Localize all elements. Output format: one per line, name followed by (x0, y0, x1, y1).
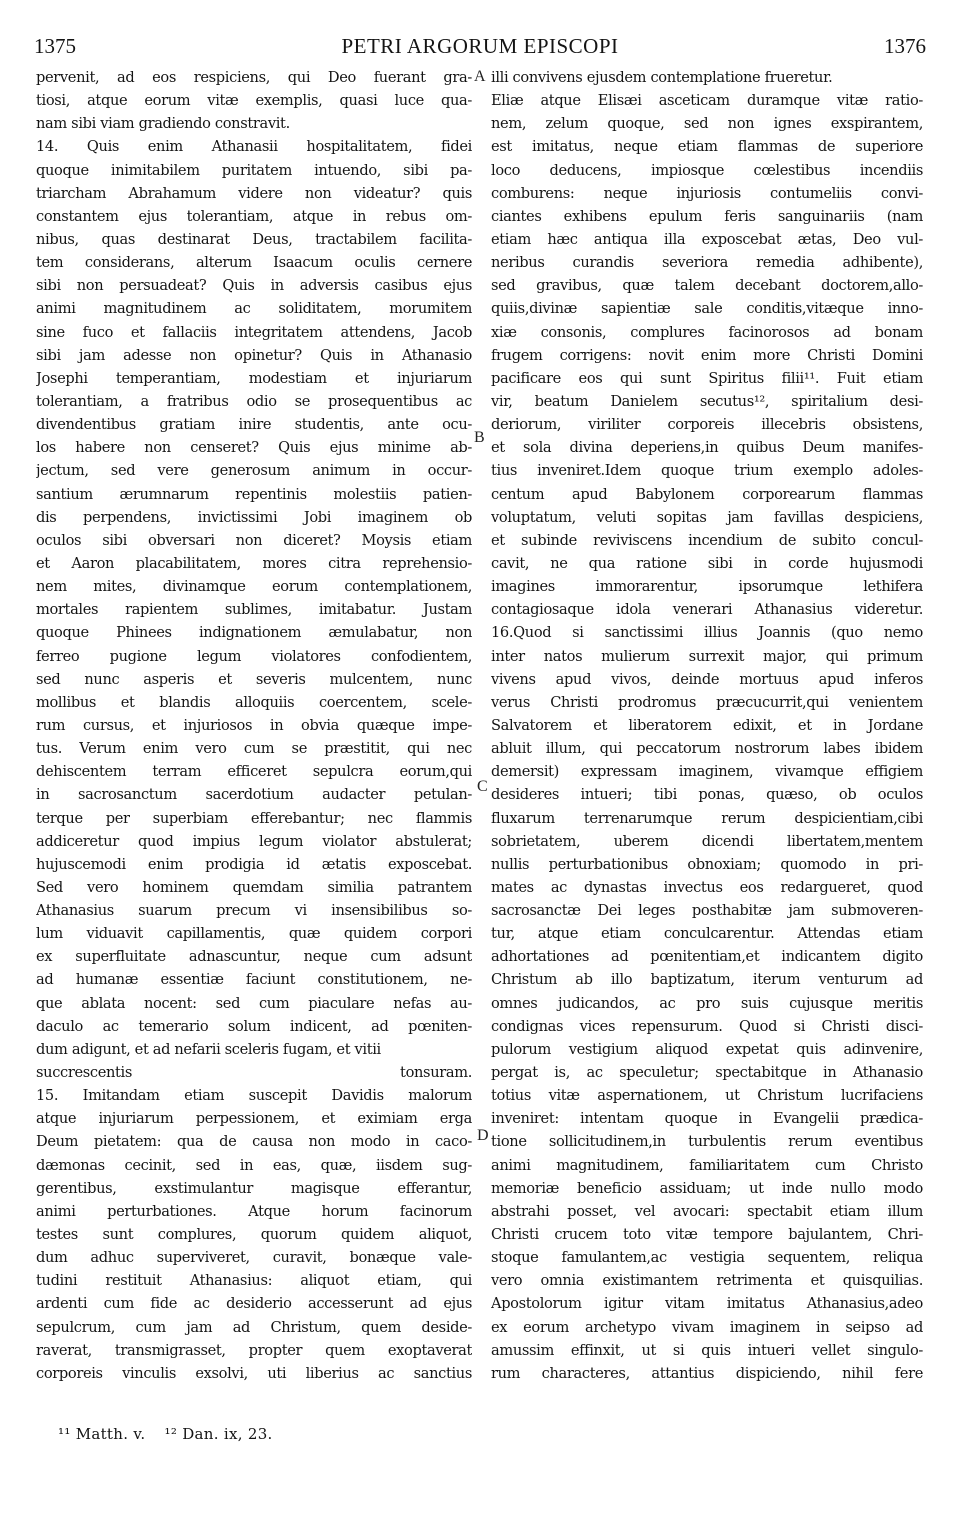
text-line: corporeis vinculis exsolvi, uti liberius ac sanctius (36, 1364, 472, 1382)
margin-marker-a: A (474, 68, 486, 85)
text-line: los habere non censeret? Quis ejus minime ab- (36, 439, 472, 457)
text-line: Sed vero hominem quemdam similia patrantem (36, 878, 472, 896)
left-column (36, 66, 472, 1385)
text-line: animi magnitudinem, familiaritatem cum Christo (491, 1156, 923, 1174)
text-line: et Aaron placabilitatem, mores citra reprehensio- (36, 554, 472, 572)
text-line: daculo ac temerario solum indicent, ad pœniten- (36, 1017, 472, 1035)
text-line: sine fuco et fallaciis integritatem attendens, Jacob (36, 323, 472, 341)
text-line: testes sunt complures, quorum quidem aliquot, (36, 1226, 472, 1244)
text-line: raverat, transmigrasset, propter quem exoptaverat (36, 1341, 472, 1359)
text-line: desideres intueri; tibi ponas, quæso, ob oculos (491, 786, 923, 804)
page-number-left: 1375 (34, 34, 76, 58)
text-line: Salvatorem et liberatorem edixit, et in Jordane (491, 716, 923, 734)
text-line: et sola divina deperiens,in quibus Deum manifes- (491, 439, 923, 457)
text-line: comburens: neque injuriosis contumeliis convi- (491, 184, 923, 202)
text-line: Apostolorum igitur vitam imitatus Athanasius,adeo (491, 1295, 923, 1313)
text-line: dehiscentem terram efficeret sepulcra eorum,qui (36, 763, 472, 781)
margin-marker-c: C (477, 778, 488, 795)
text-line: pulorum vestigium aliquod expetat quis adinvenire, (491, 1040, 923, 1058)
text-line: sobrietatem, uberem dicendi libertatem,mentem (491, 832, 923, 850)
page-number-right: 1376 (884, 34, 926, 58)
text-line: atque injuriarum perpessionem, et eximiam erga (36, 1110, 472, 1128)
text-line: 14. Quis enim Athanasii hospitalitatem, fidei (36, 138, 472, 156)
text-line: pergat is, ac speculetur; spectabitque in Athanasio (491, 1064, 923, 1082)
text-line: ardenti cum fide ac desiderio accesserunt ad ejus (36, 1295, 472, 1313)
text-line: tiosi, atque eorum vitæ exemplis, quasi luce qua- (36, 92, 472, 110)
text-line: addiceretur quod impius legum violator abstulerat; (36, 832, 472, 850)
text-line: dæmonas cecinit, sed in eas, quæ, iisdem sug- (36, 1156, 472, 1174)
text-line: inveniret: intentam quoque in Evangelii prædica- (491, 1110, 923, 1128)
text-line: nibus, quas destinarat Deus, tractabilem facilita- (36, 230, 472, 248)
text-line: hujuscemodi enim prodigia id ætatis exposcebat. (36, 855, 472, 873)
text-line: loco deducens, impiosque cœlestibus incendiis (491, 161, 923, 179)
text-line: triarcham Abrahamum videre non videatur? quis (36, 184, 472, 202)
text-line: ferreo pugione legum violatores confodientem, (36, 647, 472, 665)
text-line: lum viduavit capillamentis, quæ quidem corpori (36, 925, 472, 943)
text-line: totius vitæ aspernationem, ut Christum lucrifaciens (491, 1087, 923, 1105)
text-line: tione sollicitudinem,in turbulentis rerum eventibus (491, 1133, 923, 1151)
text-line: animi perturbationes. Atque horum facinorum (36, 1202, 472, 1220)
text-line: illi convivens ejusdem contemplatione frueretur. (491, 69, 833, 86)
text-line: verus Christi prodromus præcucurrit,qui venientem (491, 693, 923, 711)
text-line: 15. Imitandam etiam suscepit Davidis malorum (36, 1087, 472, 1105)
text-line: quiis,divinæ sapientiæ sale conditis,vitæque inno- (491, 300, 923, 318)
text-line: tius inveniret.Idem quoque trium exemplo adoles- (491, 462, 923, 480)
text-line: Christum ab illo baptizatum, iterum venturum ad (491, 971, 923, 989)
text-line: tus. Verum enim vero cum se præstitit, qui nec (36, 740, 472, 758)
text-line: condignas vices repensurum. Quod si Christi disci- (491, 1017, 923, 1035)
text-line: et subinde reviviscens incendium de subito concul- (491, 531, 923, 549)
text-line: mates ac dynastas invectus eos redargueret, quod (491, 878, 923, 896)
text-line: vivens apud vivos, deinde mortuus apud inferos (491, 670, 923, 688)
text-line: succrescentis tonsuram. (36, 1064, 472, 1082)
text-line: etiam hæc antiqua illa exposcebat ætas, Deo vul- (491, 230, 923, 248)
margin-marker-d: D (477, 1127, 489, 1144)
text-line: in sacrosanctum sacerdotium audacter petulan- (36, 786, 472, 804)
text-line: ex eorum archetypo vivam imaginem in seipso ad (491, 1318, 923, 1336)
text-line: sed nunc asperis et severis mulcentem, nunc (36, 670, 472, 688)
text-line: Josephi temperantiam, modestiam et injuriarum (36, 369, 472, 387)
footnote-11: ¹¹ Matth. v. (58, 1425, 146, 1443)
text-line: inter natos mulierum surrexit major, qui primum (491, 647, 923, 665)
text-line: nam sibi viam gradiendo constravit. (36, 115, 290, 133)
running-title: PETRI ARGORUM EPISCOPI (341, 34, 619, 58)
text-line: pacificare eos qui sunt Spiritus filii¹¹. Fuit etiam (491, 369, 923, 387)
text-line: memoriæ beneficio assiduam; ut inde nullo modo (491, 1179, 923, 1197)
text-line: vir, beatum Danielem secutus¹², spiritalium desi- (491, 392, 923, 410)
text-line: jectum, sed vere generosum animum in occur- (36, 462, 472, 480)
text-line: sed gravibus, quæ talem decebant doctorem,allo- (491, 277, 923, 295)
text-line: mortales rapientem sublimes, imitabatur. Justam (36, 601, 472, 619)
text-line: mollibus et blandis alloquiis coercentem, scele- (36, 693, 472, 711)
footnotes (58, 1425, 287, 1443)
text-line: gerentibus, exstimulantur magisque efferantur, (36, 1179, 472, 1197)
text-line: abluit illum, qui peccatorum nostrorum labes ibidem (491, 740, 923, 758)
text-line: ad humanæ essentiæ faciunt constitutionem, ne- (36, 971, 472, 989)
text-line: tem considerans, alterum Isaacum oculis cernere (36, 254, 472, 272)
text-line: voluptatum, veluti sopitas jam favillas despiciens, (491, 508, 923, 526)
text-line: abstrahi posset, vel avocari: spectabit etiam illum (491, 1202, 923, 1220)
text-line: centum apud Babylonem corporearum flammas (491, 485, 923, 503)
text-line: sibi jam adesse non opinetur? Quis in Athanasio (36, 346, 472, 364)
text-line: tudini restituit Athanasius: aliquot etiam, qui (36, 1272, 472, 1290)
text-line: sibi non persuadeat? Quis in adversis casibus ejus (36, 277, 472, 295)
text-line: fluxarum terrenarumque rerum despicientiam,cibi (491, 809, 923, 827)
text-line: 16.Quod si sanctissimi illius Joannis (quo nemo (491, 624, 923, 642)
text-line: terque per superbiam efferebantur; nec flammis (36, 809, 472, 827)
text-line: Athanasius suarum precum vi insensibilibus so- (36, 902, 472, 920)
text-line: tolerantiam, a fratribus odio se prosequentibus ac (36, 392, 472, 410)
text-line: xiæ consonis, complures facinorosos ad bonam (491, 323, 923, 341)
text-line: Christi crucem toto vitæ tempore bajulantem, Chri- (491, 1226, 923, 1244)
text-line: est imitatus, neque etiam flammas de superiore (491, 138, 923, 156)
text-line: stoque famulantem,ac vestigia sequentem, reliqua (491, 1249, 923, 1267)
text-line: contagiosaque idola venerari Athanasius videretur. (491, 601, 923, 619)
text-line: Deum pietatem: qua de causa non modo in caco- (36, 1133, 472, 1151)
text-line: neribus curandis severiora remedia adhibente), (491, 254, 923, 272)
text-line: santium ærumnarum repentinis molestiis patien- (36, 485, 472, 503)
text-line: frugem corrigens: novit enim more Christi Domini (491, 346, 923, 364)
text-line: quoque inimitabilem puritatem intuendo, sibi pa- (36, 161, 472, 179)
text-line: cavit, ne qua ratione sibi in corde hujusmodi (491, 554, 923, 572)
text-line: demersit) expressam imaginem, vivamque effigiem (491, 763, 923, 781)
text-line: tur, atque etiam conculcarentur. Attendas etiam (491, 925, 923, 943)
text-line: adhortationes ad pœnitentiam,et indicantem digito (491, 948, 923, 966)
text-line: quoque Phinees indignationem æmulabatur, non (36, 624, 472, 642)
text-line: que ablata nocent: sed cum piaculare nefas au- (36, 994, 472, 1012)
text-line: animi magnitudinem ac soliditatem, morumitem (36, 300, 472, 318)
text-line: deriorum, viriliter corporeis illecebris obsistens, (491, 416, 923, 434)
text-line: nem, zelum quoque, sed non ignes exspirantem, (491, 115, 923, 133)
text-line: omnes judicandos, ac pro suis cujusque meritis (491, 994, 923, 1012)
text-line: rum characteres, attantius dispiciendo, nihil fere (491, 1364, 923, 1382)
text-line: constantem ejus tolerantiam, atque in rebus om- (36, 207, 472, 225)
text-line: nem mites, divinamque eorum contemplationem, (36, 578, 472, 596)
text-line: ex superfluitate adnascuntur, neque cum adsunt (36, 948, 472, 966)
footnote-12: ¹² Dan. ix, 23. (164, 1425, 273, 1443)
text-line: sacrosanctæ Dei leges posthabitæ jam submoveren- (491, 902, 923, 920)
text-line: Eliæ atque Elisæi asceticam duramque vitæ ratio- (491, 92, 923, 110)
text-line: divendentibus gratiam inire studentis, ante ocu- (36, 416, 472, 434)
text-line: dum adhuc superviveret, curavit, bonæque vale- (36, 1249, 472, 1267)
text-line: nullis perturbationibus obnoxiam; quomodo in pri- (491, 855, 923, 873)
margin-marker-b: B (474, 429, 485, 446)
text-line: sepulcrum, cum jam ad Christum, quem deside- (36, 1318, 472, 1336)
text-line: imagines immorarentur, ipsorumque lethifera (491, 578, 923, 596)
text-line: pervenit, ad eos respiciens, qui Deo fuerant gra- (36, 69, 472, 86)
running-header (34, 34, 926, 62)
text-line: ciantes exhibens epulum feris sanguinariis (nam (491, 207, 923, 225)
text-line: rum cursus, et injuriosos in obvia quæque impe- (36, 716, 472, 734)
text-line: amussim effinxit, ut si quis intueri vellet singulo- (491, 1341, 923, 1359)
text-line: vero omnia existimantem retrimenta et quisquilias. (491, 1272, 923, 1290)
text-line: oculos sibi obversari non diceret? Moysis etiam (36, 531, 472, 549)
text-line: dum adigunt, et ad nefarii sceleris fugam, et vitii (36, 1040, 381, 1058)
text-line: dis perpendens, invictissimi Jobi imaginem ob (36, 508, 472, 526)
right-column (491, 66, 923, 1385)
